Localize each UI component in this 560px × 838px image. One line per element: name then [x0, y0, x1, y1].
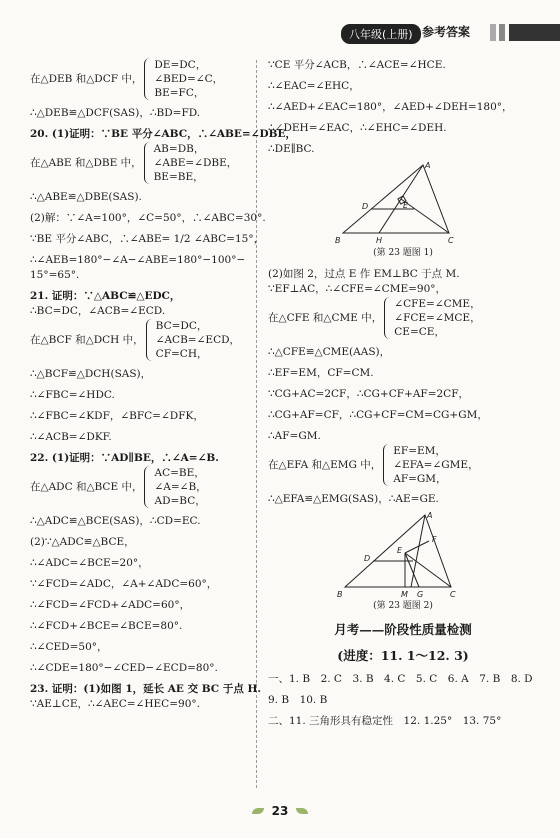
label-D: D: [364, 554, 371, 563]
section-title: 月考——阶段性质量检测: [334, 622, 472, 637]
header-decor-bar: [509, 24, 560, 41]
equation-system: 在△ABE 和△DBE 中， AB=DB， ∠ABE=∠DBE， BE=BE，: [30, 143, 238, 183]
text-line: ∵BE 平分∠ABC，∴∠ABE= 1/2 ∠ABC=15°，: [30, 233, 265, 245]
text-line: ∴△CFE≌△CME(AAS)，: [268, 346, 391, 358]
brace: [146, 319, 153, 361]
figure-2-caption: (第 23 题图 2): [373, 601, 433, 611]
label-F: F: [432, 535, 437, 544]
label-G: G: [417, 590, 424, 599]
text-line: ∴DE∥BC.: [268, 143, 315, 155]
section-subtitle: (进度：11. 1～12. 3): [337, 648, 469, 663]
text-line: ∴∠AED+∠EAC=180°，∠AED+∠DEH=180°，: [268, 101, 513, 113]
problem-heading: 23. 证明：(1)如图 1，延长 AE 交 BC 于点 H.: [30, 683, 262, 695]
label-D: D: [362, 202, 369, 211]
text-line: (2)∵△ADC≌△BCE，: [30, 536, 135, 548]
text-line: ∵CE 平分∠ACB，∴∠ACE=∠HCE.: [268, 59, 446, 71]
leaf-icon: [252, 808, 264, 814]
text-line: ∴∠AEB=180°−∠A−∠ABE=180°−100°−: [30, 254, 246, 266]
equation-system: 在△ADC 和△BCE 中， AC=BE， ∠A=∠B， AD=BC，: [30, 467, 207, 507]
text-line: ∴△BCF≌△DCH(SAS)，: [30, 368, 152, 380]
label-C: C: [450, 590, 456, 599]
brace: [384, 297, 391, 339]
figure-1-caption: (第 23 题图 1): [373, 248, 433, 258]
equation-system: 在△CFE 和△CME 中， ∠CFE=∠CME， ∠FCE=∠MCE， CE=CE，: [268, 298, 481, 338]
equation-system: 在△DEB 和△DCF 中， DE=DC， ∠BED=∠C， BE=FC，: [30, 59, 224, 99]
text-line: ∴∠FBC=∠HDC.: [30, 389, 115, 401]
figure-1-diagram: [333, 161, 473, 246]
text-line: ∴AF=GM.: [268, 430, 321, 442]
problem-heading: 21. 证明：∵△ABC≌△EDC，: [30, 290, 181, 302]
label-H: H: [376, 236, 383, 245]
header-title: 参考答案: [422, 25, 471, 39]
label-B: B: [337, 590, 343, 599]
text-line: ∴∠DEH=∠EAC，∴∠EHC=∠DEH.: [268, 122, 447, 134]
answer-line: 二、11. 三角形具有稳定性 12. 1.25° 13. 75°: [268, 715, 502, 727]
text-line: (2)解：∵∠A=100°，∠C=50°，∴∠ABC=30°.: [30, 212, 266, 224]
text-line: ∵EF⊥AC，∴∠CFE=∠CME=90°，: [268, 283, 447, 295]
text-line: ∴∠FBC=∠KDF，∠BFC=∠DFK，: [30, 410, 204, 422]
text-line: ∴∠EAC=∠EHC，: [268, 80, 360, 92]
problem-heading: 20. (1)证明：∵BE 平分∠ABC，∴∠ABE=∠DBE，: [30, 128, 296, 140]
text-line: ∴∠ADC=∠BCE=20°，: [30, 557, 149, 569]
problem-heading: 22. (1)证明：∵AD∥BE，∴∠A=∠B.: [30, 452, 219, 464]
text-line: ∴∠CED=50°，: [30, 641, 108, 653]
text-line: ∴△DEB≌△DCF(SAS)，∴BD=FD.: [30, 107, 201, 119]
answer-line: 9. B 10. B: [268, 694, 328, 706]
text-line: ∴CG+AF=CF，∴CG+CF=CM=CG+GM，: [268, 409, 488, 421]
text-line: ∴△ABE≌△DBE(SAS).: [30, 191, 142, 203]
text-line: ∴△EFA≌△EMG(SAS)，∴AE=GE.: [268, 493, 439, 505]
page-header: [0, 10, 560, 44]
equation-system: 在△EFA 和△EMG 中， EF=EM， ∠EFA=∠GME， AF=GM，: [268, 445, 479, 485]
equation-system: 在△BCF 和△DCH 中， BC=DC， ∠ACB=∠ECD， CF=CH，: [30, 320, 241, 360]
text-line: ∴∠ACB=∠DKF.: [30, 431, 112, 443]
text-line: ∴BC=DC，∠ACB=∠ECD.: [30, 305, 166, 317]
page-footer: [0, 800, 560, 819]
answer-line: 一、1. B 2. C 3. B 4. C 5. C 6. A 7. B 8. D: [268, 673, 533, 685]
text-line: ∵AE⊥CE，∴∠AEC=∠HEC=90°.: [30, 698, 200, 710]
label-A: A: [427, 511, 433, 520]
text-line: ∵∠FCD=∠ADC，∠A+∠ADC=60°，: [30, 578, 218, 590]
page-number: 23: [271, 804, 289, 818]
right-column: [268, 58, 538, 729]
leaf-icon: [296, 808, 308, 814]
label-B: B: [335, 236, 341, 245]
text-line: ∴△ADC≌△BCE(SAS)，∴CD=EC.: [30, 515, 201, 527]
brace: [144, 466, 151, 508]
grade-badge: 八年级(上册): [341, 24, 421, 44]
label-E: E: [403, 201, 409, 210]
text-line: ∴∠CDE=180°−∠CED−∠ECD=80°.: [30, 662, 218, 674]
text-line: 15°=65°.: [30, 269, 80, 281]
header-decor-bar: [499, 24, 505, 41]
label-C: C: [448, 236, 454, 245]
figure-2-diagram: [333, 511, 473, 599]
column-divider: [256, 60, 257, 788]
brace: [383, 444, 390, 486]
label-A: A: [425, 161, 431, 170]
brace: [144, 142, 151, 184]
label-E: E: [397, 546, 403, 555]
brace: [144, 58, 151, 100]
text-line: ∵CG+AC=2CF，∴CG+CF+AF=2CF，: [268, 388, 469, 400]
text-line: (2)如图 2，过点 E 作 EM⊥BC 于点 M.: [268, 268, 460, 280]
text-line: ∴EF=EM，CF=CM.: [268, 367, 374, 379]
text-line: ∴∠FCD=∠FCD+∠ADC=60°，: [30, 599, 191, 611]
header-decor-bar: [490, 24, 496, 41]
label-M: M: [401, 590, 408, 599]
text-line: ∴∠FCD+∠BCE=∠BCE=80°.: [30, 620, 183, 632]
